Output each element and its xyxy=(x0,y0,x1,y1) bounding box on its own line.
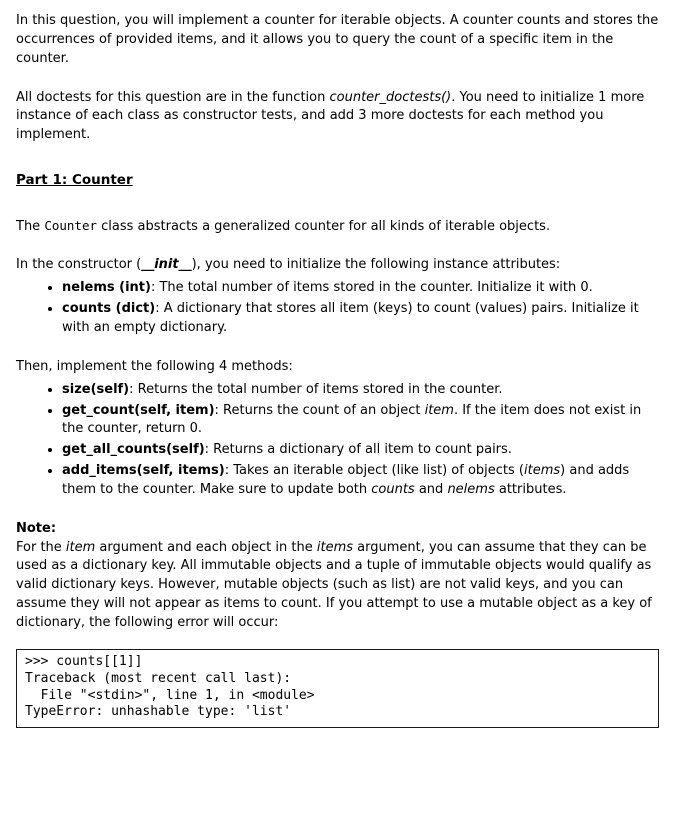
code-line: >>> counts[[1]] xyxy=(25,653,143,669)
list-item: • add_items(self, items): Takes an iterable object (like list) of objects (items) and adds them to the counter. Make sure to update both counts and nelems attributes. xyxy=(62,462,660,500)
code-line: TypeError: unhashable type: 'list' xyxy=(25,704,292,720)
note-body-paragraph: For the item argument and each object in the items argument, you can assume that they can be used as a dictionary key. All immutable objects and a tuple of immutable objects would qualify as valid dictionary keys. However, mutable objects (such as list) are not valid keys, and you can assume they will not appear as items to count. If you attempt to use a mutable object as a key of dictionary, the following error will occur: xyxy=(16,539,652,630)
part1-heading: Part 1: Counter xyxy=(16,172,133,189)
intro-paragraph-2: All doctests for this question are in the function counter_doctests(). You need to initialize 1 more instance of each class as constructor tests, and add 3 more doctests for each method you implement. xyxy=(16,89,645,143)
intro-paragraph-1: In this question, you will implement a counter for iterable objects. A counter counts and stores the occurrences of provided items, and it allows you to query the count of a specific item in the counter. xyxy=(16,13,659,66)
methods-intro-paragraph: Then, implement the following 4 methods: xyxy=(16,358,293,374)
list-item: • counts (dict): A dictionary that stores all item (keys) to count (values) pairs. Initialize it with an empty dictionary. xyxy=(62,300,660,338)
list-item: • nelems (int): The total number of items stored in the counter. Initialize it with 0. xyxy=(62,279,660,298)
code-line: Traceback (most recent call last): xyxy=(25,670,292,686)
note-label: Note: xyxy=(16,520,57,536)
code-line: File "<stdin>", line 1, in <module> xyxy=(25,687,315,703)
list-item: • get_all_counts(self): Returns a dictionary of all item to count pairs. xyxy=(62,441,660,460)
list-item: • size(self): Returns the total number of items stored in the counter. xyxy=(62,381,660,400)
methods-list xyxy=(16,381,660,500)
list-item: • get_count(self, item): Returns the count of an object item. If the item does not exist in the counter, return 0. xyxy=(62,402,660,440)
code-block xyxy=(16,649,659,729)
attributes-list xyxy=(16,279,660,338)
constructor-paragraph: In the constructor (__init__), you need to initialize the following instance attributes: xyxy=(16,257,561,273)
counter-class-paragraph: The Counter class abstracts a generalized counter for all kinds of iterable objects. xyxy=(16,217,551,234)
